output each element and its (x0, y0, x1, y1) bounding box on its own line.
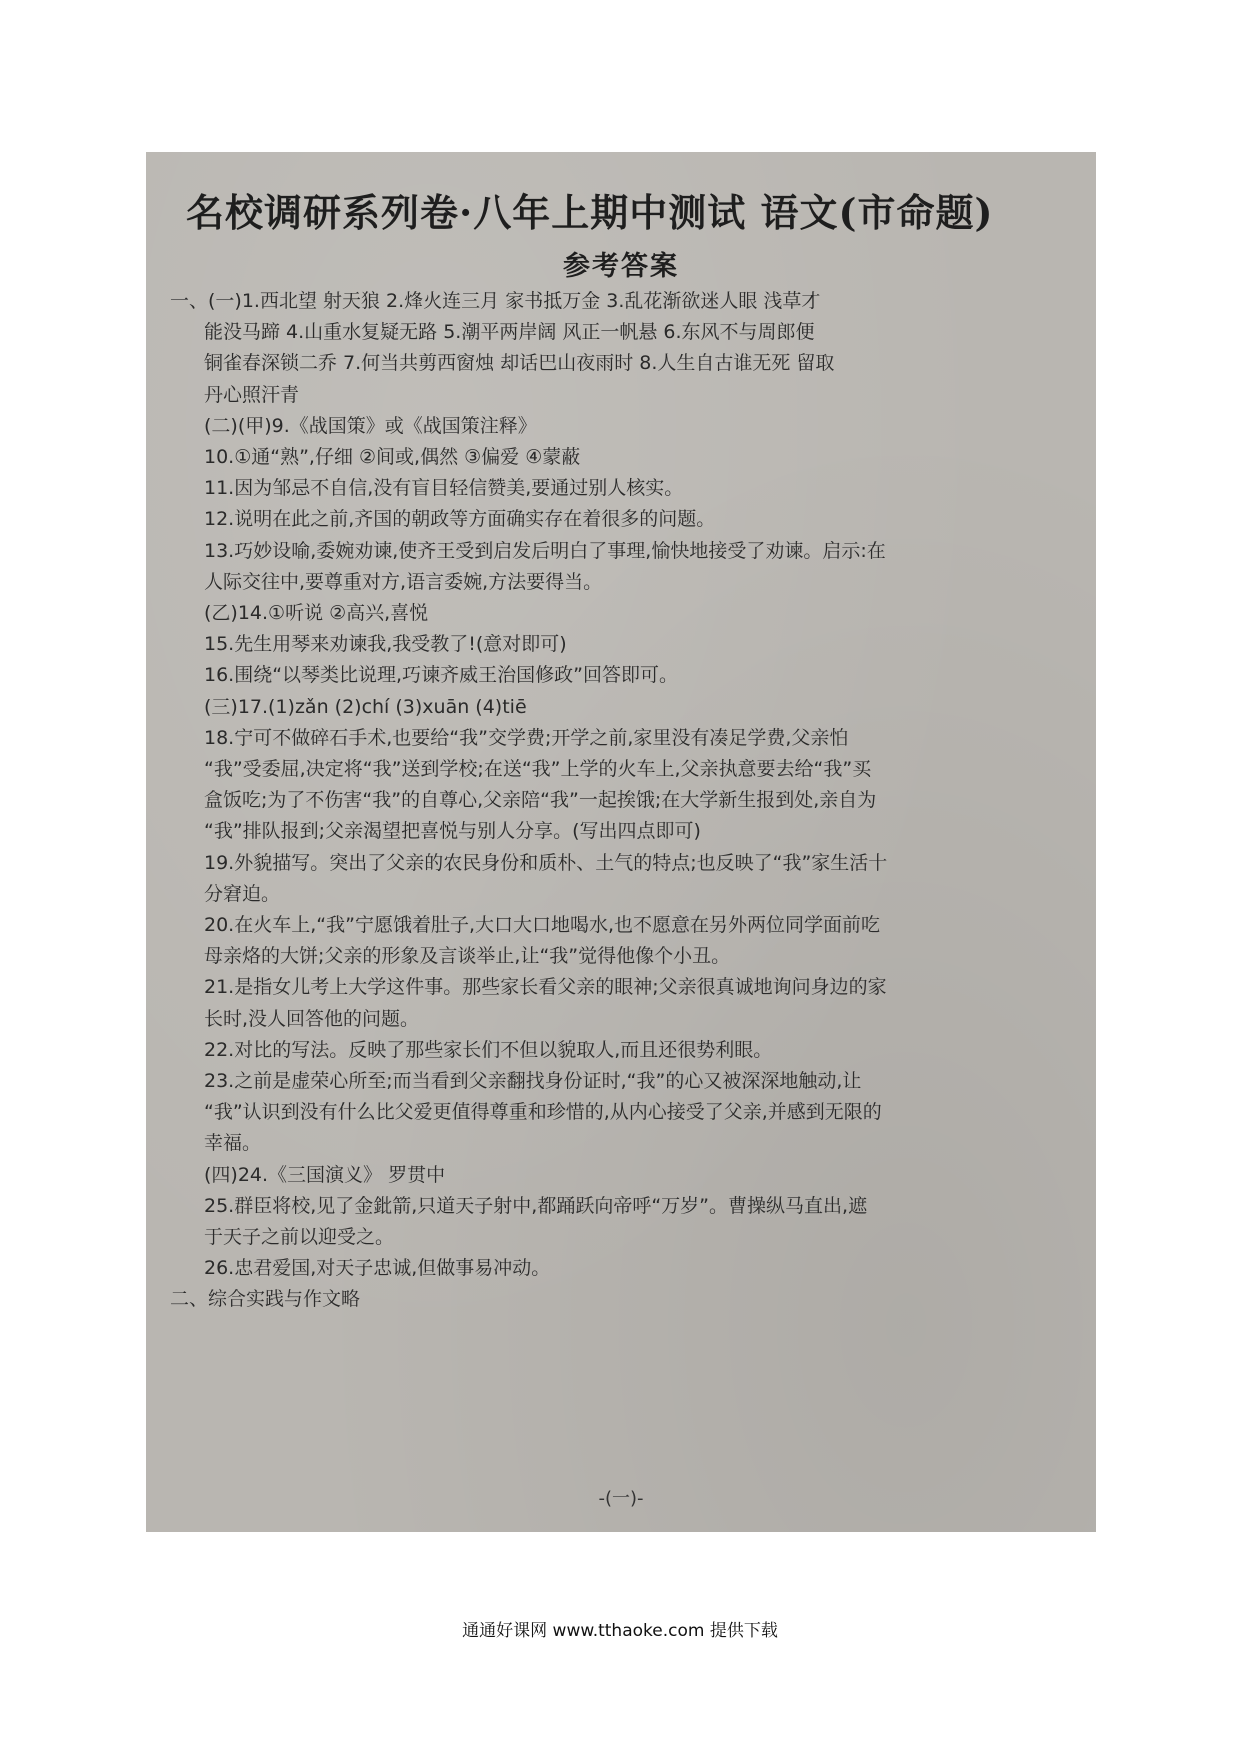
answer-line: (乙)14.①听说 ②高兴,喜悦 (204, 602, 429, 624)
answer-line: 15.先生用琴来劝谏我,我受教了!(意对即可) (204, 633, 567, 655)
answer-line: 18.宁可不做碎石手术,也要给“我”交学费;开学之前,家里没有凑足学费,父亲怕 (204, 727, 849, 749)
answer-line: 19.外貌描写。突出了父亲的农民身份和质朴、土气的特点;也反映了“我”家生活十 (204, 852, 888, 874)
answer-line: 二、综合实践与作文略 (170, 1288, 361, 1310)
answer-line: (四)24.《三国演义》 罗贯中 (204, 1164, 446, 1186)
answer-line: “我”受委屈,决定将“我”送到学校;在送“我”上学的火车上,父亲执意要去给“我”买 (204, 758, 872, 780)
answer-line: 盒饭吃;为了不伤害“我”的自尊心,父亲陪“我”一起挨饿;在大学新生报到处,亲自为 (204, 789, 877, 811)
answer-line: “我”认识到没有什么比父爱更值得尊重和珍惜的,从内心接受了父亲,并感到无限的 (204, 1101, 882, 1123)
answer-line: 13.巧妙设喻,委婉劝谏,使齐王受到启发后明白了事理,愉快地接受了劝谏。启示:在 (204, 540, 886, 562)
answer-line: 一、(一)1.西北望 射天狼 2.烽火连三月 家书抵万金 3.乱花渐欲迷人眼 浅草才 (170, 290, 821, 312)
answer-line: 于天子之前以迎受之。 (204, 1226, 395, 1248)
answer-line: 幸福。 (204, 1132, 262, 1154)
answer-line: 分窘迫。 (204, 883, 281, 905)
document-subtitle: 参考答案 (563, 251, 679, 282)
answer-line: 长时,没人回答他的问题。 (204, 1008, 420, 1030)
answer-line: 铜雀春深锁二乔 7.何当共剪西窗烛 却话巴山夜雨时 8.人生自古谁无死 留取 (204, 352, 835, 374)
answer-line: 能没马蹄 4.山重水复疑无路 5.潮平两岸阔 风正一帆悬 6.东风不与周郎便 (204, 321, 815, 343)
answer-line: 12.说明在此之前,齐国的朝政等方面确实存在着很多的问题。 (204, 508, 716, 530)
scanned-answer-sheet (146, 152, 1096, 1532)
answer-line: 21.是指女儿考上大学这件事。那些家长看父亲的眼神;父亲很真诚地询问身边的家 (204, 976, 887, 998)
answer-line: 丹心照汗青 (204, 384, 300, 406)
answer-line: “我”排队报到;父亲渴望把喜悦与别人分享。(写出四点即可) (204, 820, 701, 842)
document-title: 名校调研系列卷·八年上期中测试 语文(市命题) (186, 190, 994, 235)
answer-line: 22.对比的写法。反映了那些家长们不但以貌取人,而且还很势利眼。 (204, 1039, 773, 1061)
answer-line: 26.忠君爱国,对天子忠诚,但做事易冲动。 (204, 1257, 551, 1279)
answer-line: (二)(甲)9.《战国策》或《战国策注释》 (204, 415, 537, 437)
answer-line: (三)17.(1)zǎn (2)chí (3)xuān (4)tiē (204, 696, 527, 718)
page-number: -(一)- (598, 1488, 644, 1509)
answer-line: 25.群臣将校,见了金鈚箭,只道天子射中,都踊跃向帝呼“万岁”。曹操纵马直出,遮 (204, 1195, 868, 1217)
answer-line: 10.①通“熟”,仔细 ②间或,偶然 ③偏爱 ④蒙蔽 (204, 446, 581, 468)
answer-line: 人际交往中,要尊重对方,语言委婉,方法要得当。 (204, 571, 603, 593)
download-footer: 通通好课网 www.tthaoke.com 提供下载 (462, 1621, 778, 1641)
answer-line: 16.围绕“以琴类比说理,巧谏齐威王治国修政”回答即可。 (204, 664, 678, 686)
answer-line: 11.因为邹忌不自信,没有盲目轻信赞美,要通过别人核实。 (204, 477, 684, 499)
answer-line: 20.在火车上,“我”宁愿饿着肚子,大口大口地喝水,也不愿意在另外两位同学面前吃 (204, 914, 881, 936)
answer-line: 23.之前是虚荣心所至;而当看到父亲翻找身份证时,“我”的心又被深深地触动,让 (204, 1070, 862, 1092)
answer-line: 母亲烙的大饼;父亲的形象及言谈举止,让“我”觉得他像个小丑。 (204, 945, 731, 967)
